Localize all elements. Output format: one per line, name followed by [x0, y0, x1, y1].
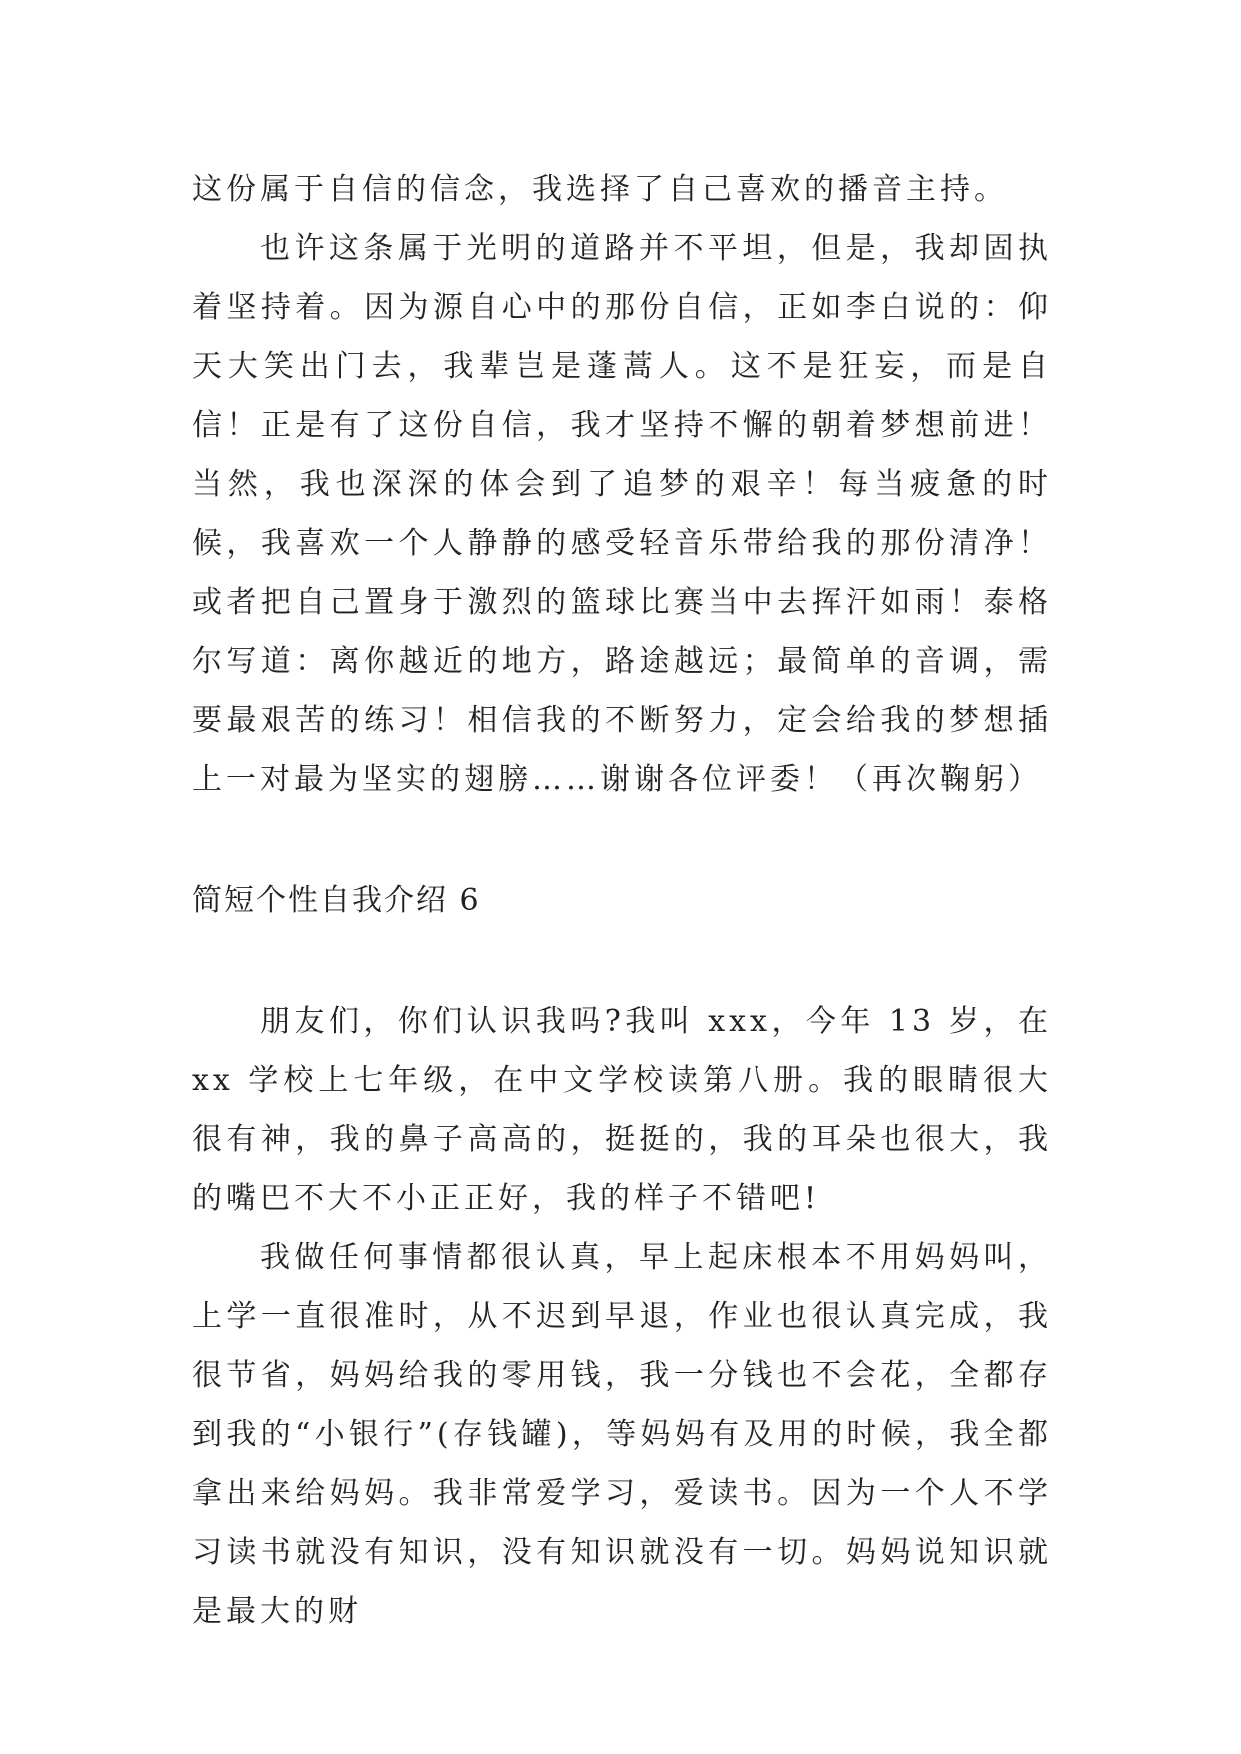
paragraph-continuation: 这份属于自信的信念，我选择了自己喜欢的播音主持。 [192, 172, 1008, 207]
section-heading: 简短个性自我介绍 6 [192, 883, 481, 918]
document-body [192, 160, 1052, 1641]
paragraph-habits: 我做任何事情都很认真，早上起床根本不用妈妈叫，上学一直很准时，从不迟到早退，作业也很认真完成，我很节省，妈妈给我的零用钱，我一分钱也不会花，全都存到我的“小银行”(存钱罐)，等妈妈有及用的时候，我全都拿出来给妈妈。我非常爱学习，爱读书。因为一个人不学习读书就没有知识，没有知识就没有一切。妈妈说知识就是最大的财 [192, 1240, 1052, 1629]
paragraph-dream-confidence: 也许这条属于光明的道路并不平坦，但是，我却固执着坚持着。因为源自心中的那份自信，正如李白说的：仰天大笑出门去，我辈岂是蓬蒿人。这不是狂妄，而是自信！正是有了这份自信，我才坚持不懈的朝着梦想前进！当然，我也深深的体会到了追梦的艰辛！每当疲惫的时候，我喜欢一个人静静的感受轻音乐带给我的那份清净！或者把自己置身于激烈的篮球比赛当中去挥汗如雨！泰格尔写道：离你越近的地方，路途越远；最简单的音调，需要最艰苦的练习！相信我的不断努力，定会给我的梦想插上一对最为坚实的翅膀……谢谢各位评委！（再次鞠躬） [192, 231, 1052, 797]
paragraph-self-description: 朋友们，你们认识我吗?我叫 xxx，今年 13 岁，在 xx 学校上七年级，在中文学校读第八册。我的眼睛很大很有神，我的鼻子高高的，挺挺的，我的耳朵也很大，我的嘴巴不大不小正正好，我的样子不错吧! [192, 1004, 1052, 1216]
